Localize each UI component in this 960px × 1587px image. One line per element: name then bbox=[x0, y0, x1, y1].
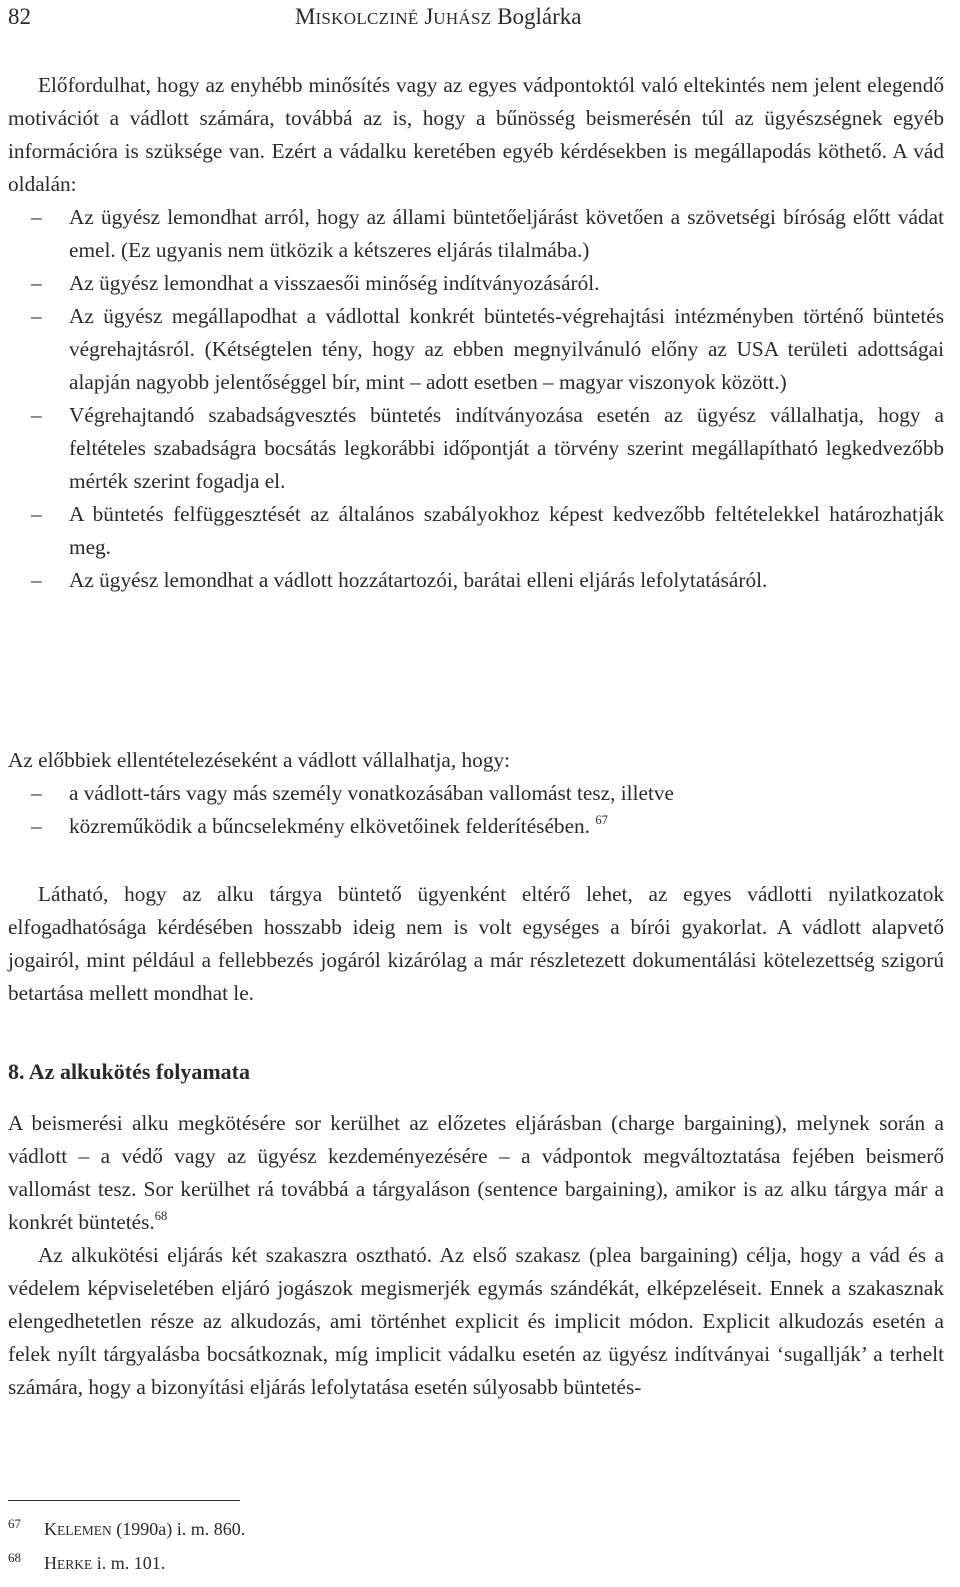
author-given-name: Boglárka bbox=[497, 4, 582, 29]
running-head-author bbox=[295, 0, 582, 36]
list-item bbox=[8, 777, 944, 810]
list-item bbox=[8, 399, 944, 498]
section-paragraph-2: Az alkukötési eljárás két szakaszra osztható. Az első szakasz (plea bargaining) célja, hogy a vád és a védelem képviseletében eljáró jogászok megismerjék egymás szándékát, elképzeléseit. Ennek a szakasznak elengedhetetlen része az alkudozás, ami történhet explicit és implicit módon. Explicit alkudozás esetén a felek nyílt tárgyalásba bocsátkoznak, míg implicit vádalku esetén az ügyész indítványai ‘sugallják’ a terhelt számára, hogy a bizonyítási eljárás lefolytatása esetén súlyosabb büntetés- bbox=[8, 1243, 944, 1399]
footnote-citation: i. m. 101. bbox=[92, 1553, 166, 1573]
footnote-author-small-caps: ERKE bbox=[57, 1557, 93, 1572]
footnote-author-initial: K bbox=[44, 1519, 57, 1539]
section-paragraph-1 bbox=[8, 1107, 944, 1239]
footnote bbox=[8, 1547, 608, 1581]
list-item-text: A büntetés felfüggesztését az általános szabályokhoz képest kedvezőbb feltételekkel határozhatják meg. bbox=[69, 502, 944, 559]
list-item-text: Az ügyész lemondhat arról, hogy az állami büntetőeljárást követően a szövetségi bíróság előtt vádat emel. (Ez ugyanis nem ütközik a kétszeres eljárás tilalmába.) bbox=[69, 205, 944, 262]
footnotes bbox=[8, 1513, 608, 1581]
author-small-caps: ISKOLCZINÉ bbox=[315, 9, 419, 28]
list-item bbox=[8, 564, 944, 597]
footnote-citation: (1990a) i. m. 860. bbox=[111, 1519, 246, 1539]
footnote bbox=[8, 1513, 608, 1547]
dash-bullet: – bbox=[31, 781, 42, 805]
intro-block bbox=[8, 69, 944, 597]
dash-bullet: – bbox=[31, 502, 42, 526]
footnote-author-initial: H bbox=[44, 1553, 57, 1573]
list-item-text: Az ügyész megállapodhat a vádlottal konkrét büntetés-végrehajtási intézményben történő büntetés végrehajtásról. (Kétségtelen tény, hogy az ebben megnyilvánuló előny az USA területi adottságai alapján nagyobb jelentőséggel bír, mint – adott esetben – magyar viszonyok között.) bbox=[69, 304, 944, 394]
author-initial: J bbox=[424, 4, 434, 29]
list-item bbox=[8, 810, 944, 843]
footnote-number: 68 bbox=[8, 1550, 21, 1565]
list-item-text: Az ügyész lemondhat a vádlott hozzátartozói, barátai elleni eljárás lefolytatásáról. bbox=[69, 568, 768, 592]
list-item bbox=[8, 201, 944, 267]
page-number: 82 bbox=[8, 4, 31, 29]
dash-bullet: – bbox=[31, 304, 42, 328]
list-item bbox=[8, 267, 944, 300]
dash-bullet: – bbox=[31, 205, 42, 229]
list-item bbox=[8, 498, 944, 564]
section-heading: 8. Az alkukötés folyamata bbox=[8, 1059, 250, 1084]
dash-bullet: – bbox=[31, 271, 42, 295]
defendant-lead: Az előbbiek ellentételezéseként a vádlott vállalhatja, hogy: bbox=[8, 748, 511, 772]
footnote-number: 67 bbox=[8, 1516, 21, 1531]
dash-bullet: – bbox=[31, 403, 42, 427]
footnote-ref[interactable]: 68 bbox=[154, 1209, 168, 1223]
list-item-text: a vádlott-társ vagy más személy vonatkozásában vallomást tesz, illetve bbox=[69, 781, 674, 805]
footnote-author-small-caps: ELEMEN bbox=[57, 1523, 112, 1538]
section-body bbox=[8, 1107, 944, 1404]
defendant-block bbox=[8, 744, 944, 843]
conclusion-paragraph: Látható, hogy az alku tárgya büntető ügyenként eltérő lehet, az egyes vádlotti nyilatkozatok elfogadhatósága kérdésében hosszabb ideig nem is volt egységes a bírói gyakorlat. A vádlott alapvető jogairól, mint például a fellebbezés jogáról kizárólag a már részletezett dokumentálási kötelezettség szigorú betartása mellett mondhat le. bbox=[8, 882, 944, 1005]
list-item bbox=[8, 300, 944, 399]
footnote-ref[interactable]: 67 bbox=[595, 813, 608, 827]
list-item-text: közreműködik a bűncselekmény elkövetőinek felderítésében. bbox=[69, 814, 590, 838]
dash-bullet: – bbox=[31, 814, 42, 838]
prosecutor-concessions-list bbox=[8, 201, 944, 597]
conclusion-block bbox=[8, 878, 944, 1010]
footnote-divider bbox=[8, 1500, 240, 1501]
author-initial: M bbox=[295, 4, 316, 29]
list-item-text: Végrehajtandó szabadságvesztés büntetés indítványozása esetén az ügyész vállalhatja, hogy a feltételes szabadságra bocsátás legkorábbi időpontját a törvény szerint megállapítható legkedvezőbb mérték szerint fogadja el. bbox=[69, 403, 944, 493]
intro-paragraph: Előfordulhat, hogy az enyhébb minősítés vagy az egyes vádpontoktól való eltekintés nem jelent elegendő motivációt a vádlott számára, továbbá az is, hogy a bűnösség beismerésén túl az ügyészségnek egyéb információra is szüksége van. Ezért a vádalku keretében egyéb kérdésekben is megállapodás köthető. A vád oldalán: bbox=[8, 73, 944, 196]
list-item-text: Az ügyész lemondhat a visszaesői minőség indítványozásáról. bbox=[69, 271, 600, 295]
paragraph-text: A beismerési alku megkötésére sor kerülhet az előzetes eljárásban (charge bargaining), melynek során a vádlott – a védő vagy az ügyész kezdeményezésére – a vádpontok megváltoztatása fejében beismerő vallomást tesz. Sor kerülhet rá továbbá a tárgyaláson (sentence bargaining), amikor is az alku tárgya már a konkrét büntetés. bbox=[8, 1111, 944, 1234]
dash-bullet: – bbox=[31, 568, 42, 592]
defendant-obligations-list bbox=[8, 777, 944, 843]
author-small-caps: UHÁSZ bbox=[433, 9, 492, 28]
running-header bbox=[8, 0, 948, 34]
